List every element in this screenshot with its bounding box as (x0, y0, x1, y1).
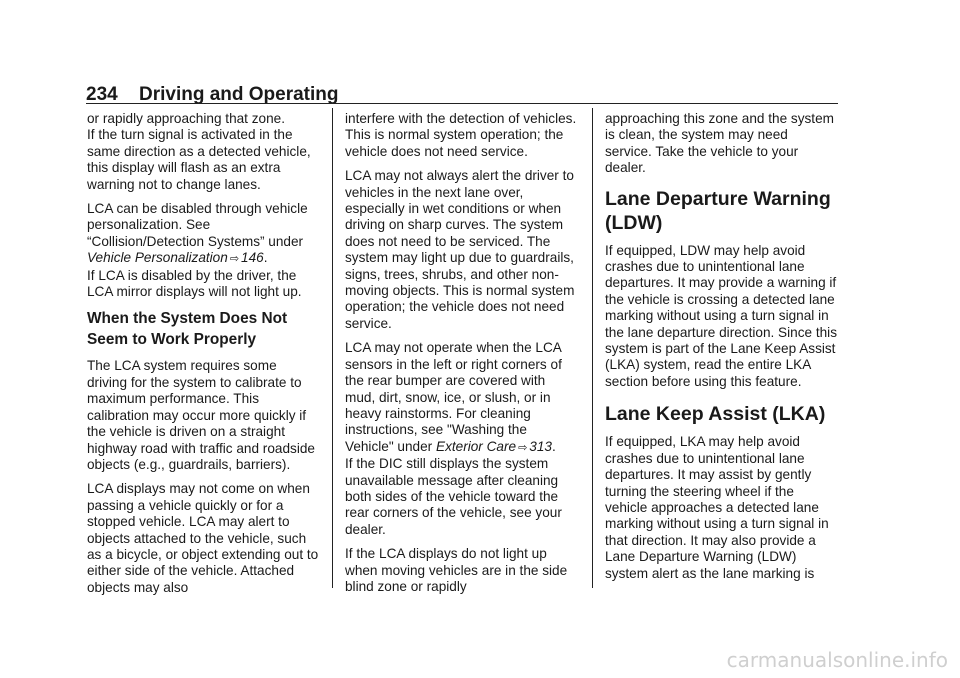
page-arrow-icon: ⇨ (229, 253, 240, 266)
paragraph: If LCA is disabled by the driver, the LCA mirror displays will not light up. (87, 267, 302, 300)
body-text: LCA may not operate when the LCA sensors in the left or right corners of the rear bumper are covered with mud, dirt, snow, ice, or slush, or in heavy rainstorms. For cleaning instructions, see "Washing the Vehicle" under (345, 340, 562, 454)
punctuation: . (551, 438, 556, 454)
subsection-heading: When the System Does Not Seem to Work Properly (87, 310, 288, 349)
column-3 (605, 111, 837, 590)
cross-reference-link[interactable]: Exterior Care (436, 438, 517, 454)
column-divider-2 (592, 108, 593, 588)
column-1 (87, 111, 319, 604)
punctuation: . (263, 250, 268, 266)
paragraph: interfere with the detection of vehicles. This is normal system operation; the vehicle does not need service. (345, 111, 577, 159)
paragraph: LCA displays may not come on when passing a vehicle quickly or for a stopped vehicle. LCA may alert to objects attached to the vehicle, such as a bicycle, or object extending out to either side of the vehicle. Attached objects may also (87, 481, 319, 595)
paragraph (345, 340, 577, 456)
paragraph: If the DIC still displays the system unavailable message after cleaning both sides of the vehicle toward the rear corners of the vehicle, see your dealer. (345, 456, 562, 537)
page-number: 234 (86, 84, 118, 105)
section-heading-lka: Lane Keep Assist (LKA) (605, 403, 826, 426)
section-heading-ldw: Lane Departure Warning (LDW) (605, 187, 831, 234)
paragraph: or rapidly approaching that zone. (87, 111, 285, 126)
column-2 (345, 111, 577, 603)
header-rule (86, 103, 838, 104)
cross-reference-link[interactable]: Vehicle Personalization (87, 250, 228, 266)
paragraph: If the LCA displays do not light up when moving vehicles are in the side blind zone or rapidly (345, 546, 568, 594)
cross-reference-page[interactable]: 313 (529, 438, 552, 454)
paragraph: If the turn signal is activated in the same direction as a detected vehicle, this display will flash as an extra warning not to change lanes. (87, 127, 311, 192)
paragraph: If equipped, LDW may help avoid crashes due to unintentional lane departures. It may provide a warning if the vehicle is crossing a detected lane marking without using a turn signal in the lane departure direction. Since this system is part of the Lane Keep Assist (LKA) system, read the entire LKA section before using this feature. (605, 242, 837, 389)
body-text: LCA can be disabled through vehicle personalization. See “Collision/Detection Systems” under (87, 201, 308, 249)
cross-reference-page[interactable]: 146 (241, 250, 264, 266)
paragraph: The LCA system requires some driving for the system to calibrate to maximum performance. This calibration may occur more quickly if the vehicle is driven on a straight highway road with traffic and roadside objects (e.g., guardrails, barriers). (87, 358, 315, 472)
watermark-text: carmanualsonline.info (726, 648, 948, 672)
page-arrow-icon: ⇨ (518, 441, 528, 454)
paragraph: LCA may not always alert the driver to vehicles in the next lane over, especially in wet conditions or when driving on sharp curves. The system does not need to be serviced. The system may light up due to guardrails, signs, trees, shrubs, and other non-moving objects. This is normal system operation; the vehicle does not need service. (345, 168, 575, 331)
section-title: Driving and Operating (138, 84, 339, 105)
paragraph (87, 201, 319, 268)
paragraph: approaching this zone and the system is clean, the system may need service. Take the vehicle to your dealer. (605, 111, 834, 176)
paragraph: If equipped, LKA may help avoid crashes due to unintentional lane departures. It may assist by gently turning the steering wheel if the vehicle approaches a detected lane marking without using a turn signal in that direction. It may also provide a Lane Departure Warning (LDW) system alert as the lane marking is (605, 434, 829, 581)
column-divider-1 (332, 108, 333, 588)
